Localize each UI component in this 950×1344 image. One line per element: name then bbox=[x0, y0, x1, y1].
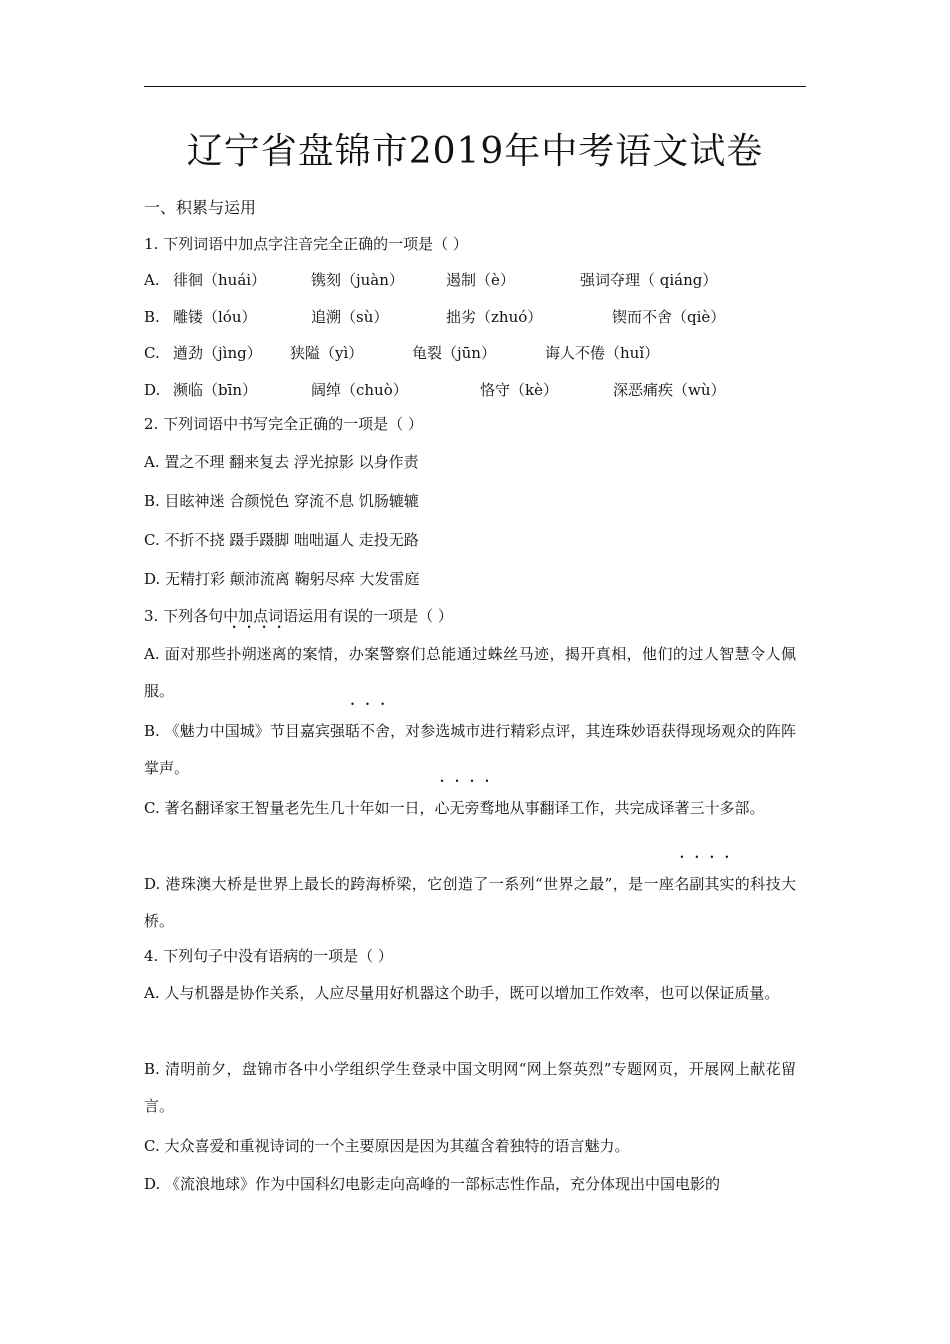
q3-option-text: A. 面对那些 bbox=[144, 645, 227, 663]
q3-option-text: 的案情，办案警察们总能通过蛛丝马迹，揭开真相，他们的过人智慧令人佩服。 bbox=[144, 645, 796, 700]
q3-option-text: 地从事翻译工作，共完成译著三十多部。 bbox=[494, 799, 765, 817]
dotted-word bbox=[345, 722, 390, 740]
dotted-word bbox=[674, 875, 734, 893]
q2-option-d: D. 无精打彩 颠沛流离 鞠躬尽瘁 大发雷庭 bbox=[144, 570, 420, 588]
dotted-char: 离 bbox=[271, 645, 287, 663]
q2-stem: 2. 下列词语中书写完全正确的一项是（ ） bbox=[144, 415, 423, 433]
q1-option-item: 恪守（kè） bbox=[480, 381, 558, 399]
q2-option-b: B. 目眩神迷 合颜悦色 穿流不息 饥肠辘辘 bbox=[144, 492, 419, 510]
q3-option-d bbox=[144, 866, 796, 940]
q1-option-letter: A. bbox=[144, 271, 160, 289]
dotted-char: 其 bbox=[704, 875, 720, 893]
q2-option-a: A. 置之不理 翻来复去 浮光掠影 以身作责 bbox=[144, 453, 419, 471]
q4-option-c: C. 大众喜爱和重视诗词的一个主要原因是因为其蕴含着独特的语言魅力。 bbox=[144, 1137, 630, 1155]
q4-option-b: B. 清明前夕，盘锦市各中小学组织学生登录中国文明网“网上祭英烈”专题网页，开展网上献花留言。 bbox=[144, 1060, 796, 1115]
q2-option-c: C. 不折不挠 蹑手蹑脚 咄咄逼人 走投无路 bbox=[144, 531, 419, 549]
dotted-char: 扑 bbox=[226, 645, 242, 663]
section-heading: 一、积累与运用 bbox=[144, 198, 257, 217]
dotted-char: 朔 bbox=[241, 645, 257, 663]
dotted-char: 实 bbox=[719, 875, 735, 893]
dotted-char: 聒 bbox=[345, 722, 361, 740]
q3-option-text: ，对参选城市进行精彩点评，其连珠妙语获得现场观众的阵阵掌声。 bbox=[144, 722, 796, 777]
dotted-char: 不 bbox=[360, 722, 376, 740]
dotted-char: 舍 bbox=[375, 722, 391, 740]
q1-option-item: 镌刻（juàn） bbox=[311, 271, 404, 289]
dotted-char: 心 bbox=[434, 799, 450, 817]
q3-option-c bbox=[144, 790, 796, 827]
q1-option-item: 诲人不倦（huǐ） bbox=[545, 344, 660, 362]
q1-option-item: 遒劲（jìng） bbox=[173, 344, 262, 362]
q1-option-item: 徘徊（huái） bbox=[173, 271, 267, 289]
q1-option-letter: B. bbox=[144, 308, 160, 326]
dotted-char: 名 bbox=[674, 875, 690, 893]
q3-option-text: C. 著名翻译家王智量老先生几十年如一日， bbox=[144, 799, 435, 817]
dotted-char: 骛 bbox=[479, 799, 495, 817]
q3-option-b bbox=[144, 713, 796, 787]
q1-option-item: 深恶痛疾（wù） bbox=[613, 381, 726, 399]
dotted-word bbox=[434, 799, 494, 817]
q1-option-item: 阔绰（chuò） bbox=[311, 381, 408, 399]
dotted-word bbox=[227, 645, 287, 663]
q3-option-text: 的科技大桥。 bbox=[144, 875, 796, 930]
q1-stem: 1. 下列词语中加点字注音完全正确的一项是（ ） bbox=[144, 235, 468, 253]
q4-option-d: D. 《流浪地球》作为中国科幻电影走向高峰的一部标志性作品，充分体现出中国电影的 bbox=[144, 1175, 721, 1193]
q1-option-item: 濒临（bīn） bbox=[173, 381, 258, 399]
q1-option-item: 雕镂（lóu） bbox=[173, 308, 257, 326]
q4-stem: 4. 下列句子中没有语病的一项是（ ） bbox=[144, 947, 393, 965]
dotted-char: 迷 bbox=[256, 645, 272, 663]
q1-option-letter: D. bbox=[144, 381, 161, 399]
q1-option-item: 强词夺理（ qiáng） bbox=[580, 271, 718, 289]
page-title: 辽宁省盘锦市2019年中考语文试卷 bbox=[186, 131, 764, 172]
q3-option-text: B. 《魅力中国城》节目嘉宾强 bbox=[144, 722, 346, 740]
q3-option-text: D. 港珠澳大桥是世界上最长的跨海桥梁，它创造了一系列“世界之最”，是一座 bbox=[144, 875, 675, 893]
q1-option-letter: C. bbox=[144, 344, 160, 362]
q3-stem: 3. 下列各句中加点词语运用有误的一项是（ ） bbox=[144, 607, 453, 625]
q4-option-a: A. 人与机器是协作关系，人应尽量用好机器这个助手，既可以增加工作效率，也可以保证质量。 bbox=[144, 984, 780, 1002]
q3-option-a bbox=[144, 636, 796, 710]
q1-option-item: 遏制（è） bbox=[446, 271, 515, 289]
q1-option-item: 拙劣（zhuó） bbox=[446, 308, 543, 326]
dotted-char: 副 bbox=[689, 875, 705, 893]
q1-option-item: 龟裂（jūn） bbox=[412, 344, 496, 362]
q1-option-item: 追溯（sù） bbox=[311, 308, 389, 326]
dotted-char: 无 bbox=[449, 799, 465, 817]
q1-option-item: 锲而不舍（qiè） bbox=[612, 308, 726, 326]
dotted-char: 旁 bbox=[464, 799, 480, 817]
q1-option-item: 狭隘（yì） bbox=[290, 344, 364, 362]
header-rule bbox=[144, 86, 806, 87]
